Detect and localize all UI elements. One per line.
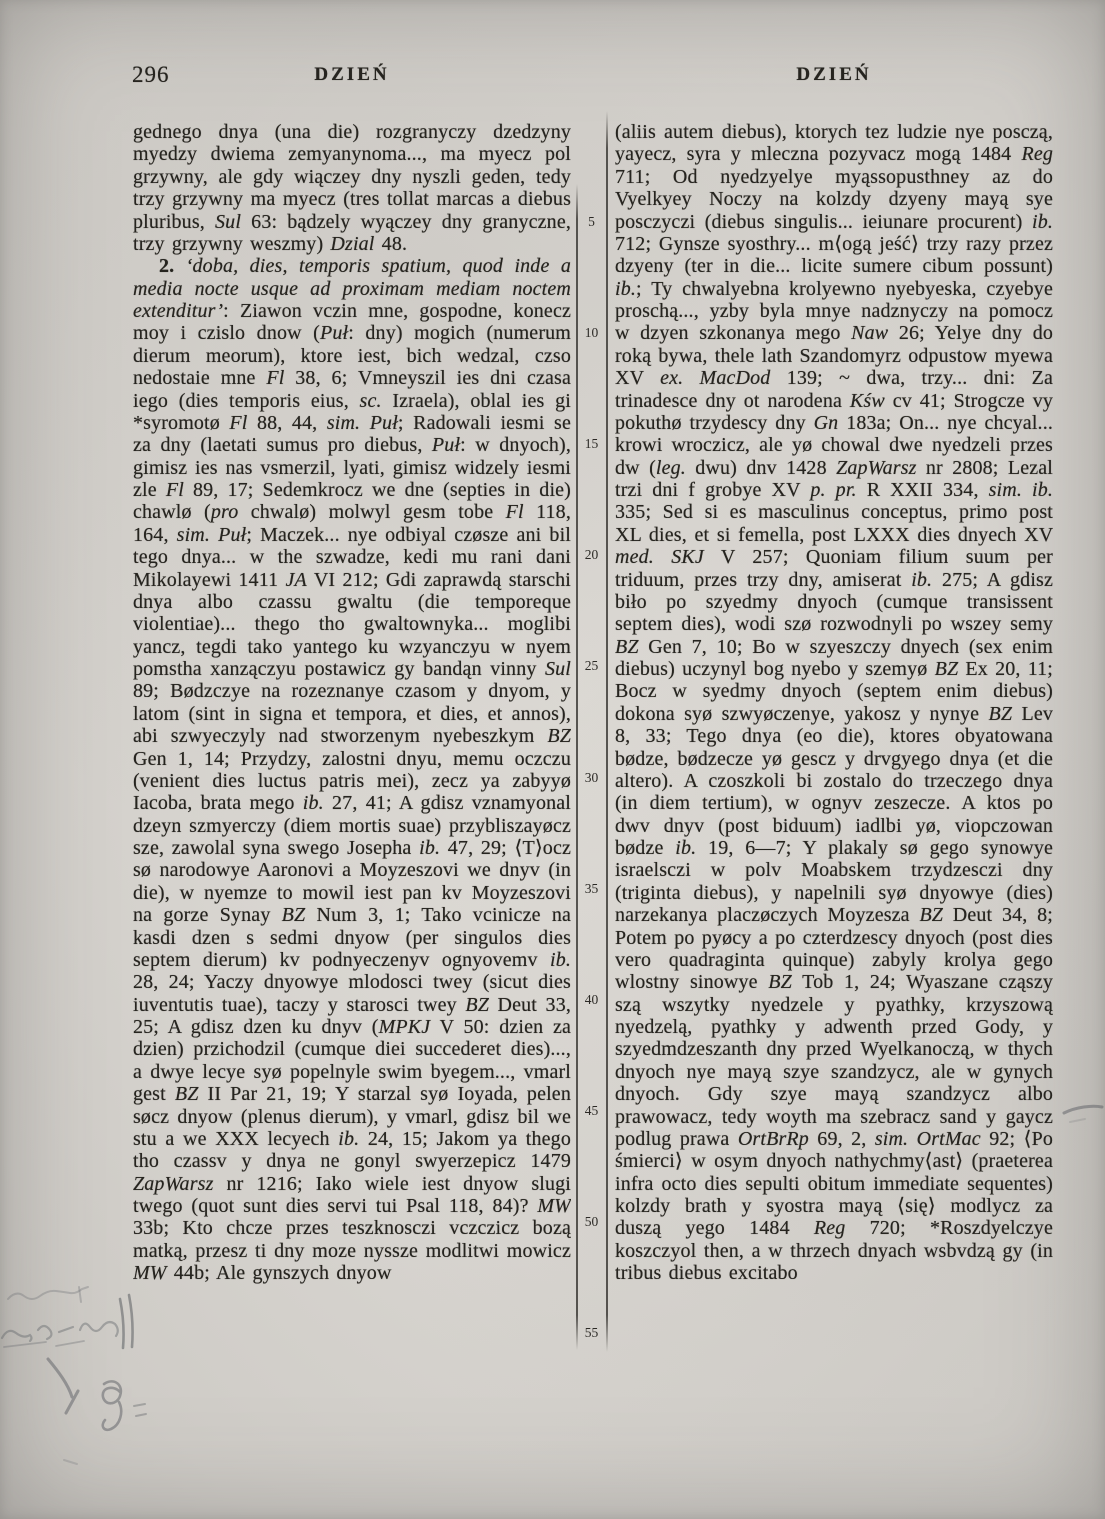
line-number: 40 <box>584 992 599 1007</box>
page-number: 296 <box>132 62 170 87</box>
line-number: 35 <box>584 881 599 896</box>
pencil-large-loop <box>103 1381 121 1429</box>
pencil-double-vertical-stroke <box>120 1295 133 1348</box>
line-number: 30 <box>584 770 599 785</box>
entry-continuation-paragraph: gednego dnya (una die) rozgranyczy dzedzyny myedzy dwiema zemyanynoma..., ma myecz pol grzywny, ale gdy wiączey dny nyszli geden, tedy trzy grzywny ma myecz (tres tollat marcas a diebus pluribus, Sul 63: bądzely wyączey dny granyczne, trzy grzywny weszmy) Dzial 48. <box>133 121 571 255</box>
line-number: 5 <box>588 214 595 229</box>
entry-continuation-paragraph-right: (aliis autem diebus), ktorych tez ludzie nye posczą, yayecz, syra y mleczna pozyvacz mogą 1484 Reg 711; Od nyedzyelye myąssopusthney az do Vyelkyey Noczy na kolzdy dzyeny mayą sye posczyczi (diebus singulis... ieiunare procurent) ib. 712; Gynsze syosthry... m⟨ogą jeść⟩ trzy razy przez dzyeny (ter in die... licite sumere cibum possunt) ib.; Ty chwalyebna krolyewno nyebyeska, czyebye proschą..., yzby byla mnye nadznyczy na pomocz w dzyen szkonanya mego Naw 26; Yelye dny do roką bywa, thele lath Szandomyrz odpustow myewa XV ex. MacDod 139; ~ dwa, trzy... dni: Za trinadesce dny ot narodena Kśw cv 41; Strogcze vy pokuthø trzydescy dny Gn 183a; On... nye chcyal... krowi wroczicz, ale yø chowal dwe nyedzeli przes dw (leg. dwu) dnv 1428 ZapWarsz nr 2808; Lezal trzi dni f grobye XV p. pr. R XXII 334, sim. ib. 335; Sed si es masculinus conceptus, primo post XL dies, et si femella, post LXXX dies dnyech XV med. SKJ V 257; Quoniam filium suum per triduum, przes trzy dny, amiserat ib. 275; A gdisz biło po szyedmy dnyoch (cumque transissent septem dies), wodi szø rozwodnyli po wszey semy BZ Gen 7, 10; Bo w szyeszczy dnyech (sex enim diebus) uczynyl bog nyebo y szemyø BZ Ex 20, 11; Bocz w syedmy dnyoch (septem enim diebus) dokona syø szwyøczenye, yakosz y nynye BZ Lev 8, 33; Tego dnya (eo die), ktores obyatowana bødze, bødzecze yø gescz y drvgyego dnya (et die altero). A czoszkoli bi zostalo do trzeczego dnya (in diem tertium), w ognyv zeszecze. A ktos po dwv dnyv (post biduum) iadlbi yø, viopczowan bødze ib. 19, 6—7; Y plakaly sø gego synowye israelsczi w polv Moabskem trzydzesczi dny (triginta diebus), y napelnili syø dnyowye (dies) narzekanya placzøczych Moyzesza BZ Deut 34, 8; Potem po pyøcy a po czterdzescy dnyoch (post dies vero quadraginta quinque) zabyly krolya gego wlostny sinowye BZ Tob 1, 24; Wyaszane cząszy szą wszytky nyedzele y pyathky, krzyszową nyedzelą, pyathky y adwenth przed Gody, y szyedmdzeszanth dny przed Wyelkanoczą, w thych dnyoch nye mayą szye szandzycz, ale w gynych dnyoch. Gdy szye mayą szandzycz albo prawowacz, tedy woyth ma szebracz sand y gaycz podlug prawa OrtBrRp 69, 2, sim. OrtMac 92; ⟨Po śmierci⟩ w osym dnyoch nathychmy⟨ast⟩ (praeterea infra octo dies sepulti obitum immediate sequentes) kolzdy brath y syostra mayą ⟨się⟩ modlycz za duszą yego 1484 Reg 720; *Roszdyelczye koszczyol then, a w thrzech dnyach wsbvdzą gy (in tribus diebus excitabo <box>615 121 1053 1285</box>
running-head-left: DZIEŃ <box>314 64 390 85</box>
right-margin-dash <box>1064 1106 1102 1113</box>
line-number: 10 <box>584 325 599 340</box>
gutter-rule-left <box>576 184 578 1350</box>
running-head-right: DZIEŃ <box>796 64 872 85</box>
right-margin-dash-echo <box>1070 1119 1085 1122</box>
line-number: 15 <box>584 436 599 451</box>
left-column <box>133 121 571 1353</box>
pencil-scribble-underline <box>4 1341 84 1347</box>
line-number: 55 <box>584 1325 599 1340</box>
pencil-scribble-upper <box>8 1287 88 1299</box>
pencil-scribble-lower <box>2 1322 118 1341</box>
line-number: 50 <box>584 1214 599 1229</box>
pencil-equals-mark <box>134 1404 146 1416</box>
pencil-scribble-upper-tick <box>79 1287 81 1302</box>
line-number: 45 <box>584 1103 599 1118</box>
pencil-large-check <box>48 1359 78 1413</box>
line-number: 20 <box>584 547 599 562</box>
gutter-rule-right <box>606 111 608 1352</box>
entry-sense-2-paragraph: 2. ‘doba, dies, temporis spatium, quod inde a media nocte usque ad proximam mediam noctem extenditur’: Ziawon vczin mne, gospodne, konecz moy i czislo dnow (Puł: dny) mogich (numerum dierum meorum), ktore iest, bich wedzal, czso nedostaie mne Fl 38, 6; Vmneyszil ies dni czasa iego (dies temporis eius, sc. Izraela), oblal ies gi *syromotø Fl 88, 44, sim. Puł; Radowali iesmi se za dny (laetati sumus pro diebus, Puł: w dnyoch), gimisz ies nas vsmerzil, lyati, gimisz widzely iesmi zle Fl 89, 17; Sedemkrocz we dne (septies in die) chawlø (pro chwalø) molwyl gesm tobe Fl 118, 164, sim. Puł; Maczek... nye odbiyal czøsze ani bil tego dnya... w the szwadze, kedi mu rani dani Mikolayewi 1411 JA VI 212; Gdi zaprawdą starschi dnya albo czassu gwaltu (die temporeque violentiae)... thego tho gwaltownyka... moglibi yancz, tegdi tako yantego ku wzyanczyu w nyem pomstha xanzączyu postawicz gy bandąn vinny Sul 89; Bødzczye na rozeznanye czasom y dnyom, y latom (sint in signa et tempora, et dies, et annos), abi szwyeczyly nad stworzenym nyebeszkym BZ Gen 1, 14; Przydzy, zalostni dnyu, memu oczczu (venient dies luctus patris mei), zecz ya zabyyø Iacoba, brata mego ib. 27, 41; A gdisz vznamyonal dzeyn szmyerczy (diem mortis suae) przybliszayøcz sze, zawolal syna swego Josepha ib. 47, 29; ⟨T⟩ocz sø narodowye Aaronovi a Moyzeszovi we dnyv (in die), w nyemze to mowil iest pan kv Moyzeszovi na gorze Synay BZ Num 3, 1; Tako vcinicze na kasdi dzen s sedmi dnyow (per singulos dies septem dierum) kv podnyeczenyv ognyovemv ib. 28, 24; Yaczy dnyowye mlodosci twey (sicut dies iuventutis tuae), taczy y starosci twey BZ Deut 33, 25; A gdisz dzen ku dnyv (MPKJ V 50: dzien za dzien) przichodzil (cumque diei succederet dies)..., a dwye lecye syø popelnyle swim byegem..., vmarl gest BZ II Par 21, 19; Y starzal syø Ioyada, pelen søcz dnyow (plenus dierum), y vmarl, gdisz bil we stu a we XXX lecyech ib. 24, 15; Jakom ya thego tho czassv y dnya ne gonyl swyerzepicz 1479 ZapWarsz nr 1216; Iako wiele iest dnyow slugi twego (quot sunt dies servi tui Psal 118, 84)? MW 33b; Kto chcze przes teszknosczi vczczicz bozą matką, przesz ti dny moze nyssze modlitwi mowicz MW 44b; Ale gynszych dnyow <box>133 255 571 1285</box>
right-column <box>615 121 1053 1353</box>
line-number: 25 <box>584 658 599 673</box>
pencil-bottom-fleck <box>64 1460 77 1464</box>
